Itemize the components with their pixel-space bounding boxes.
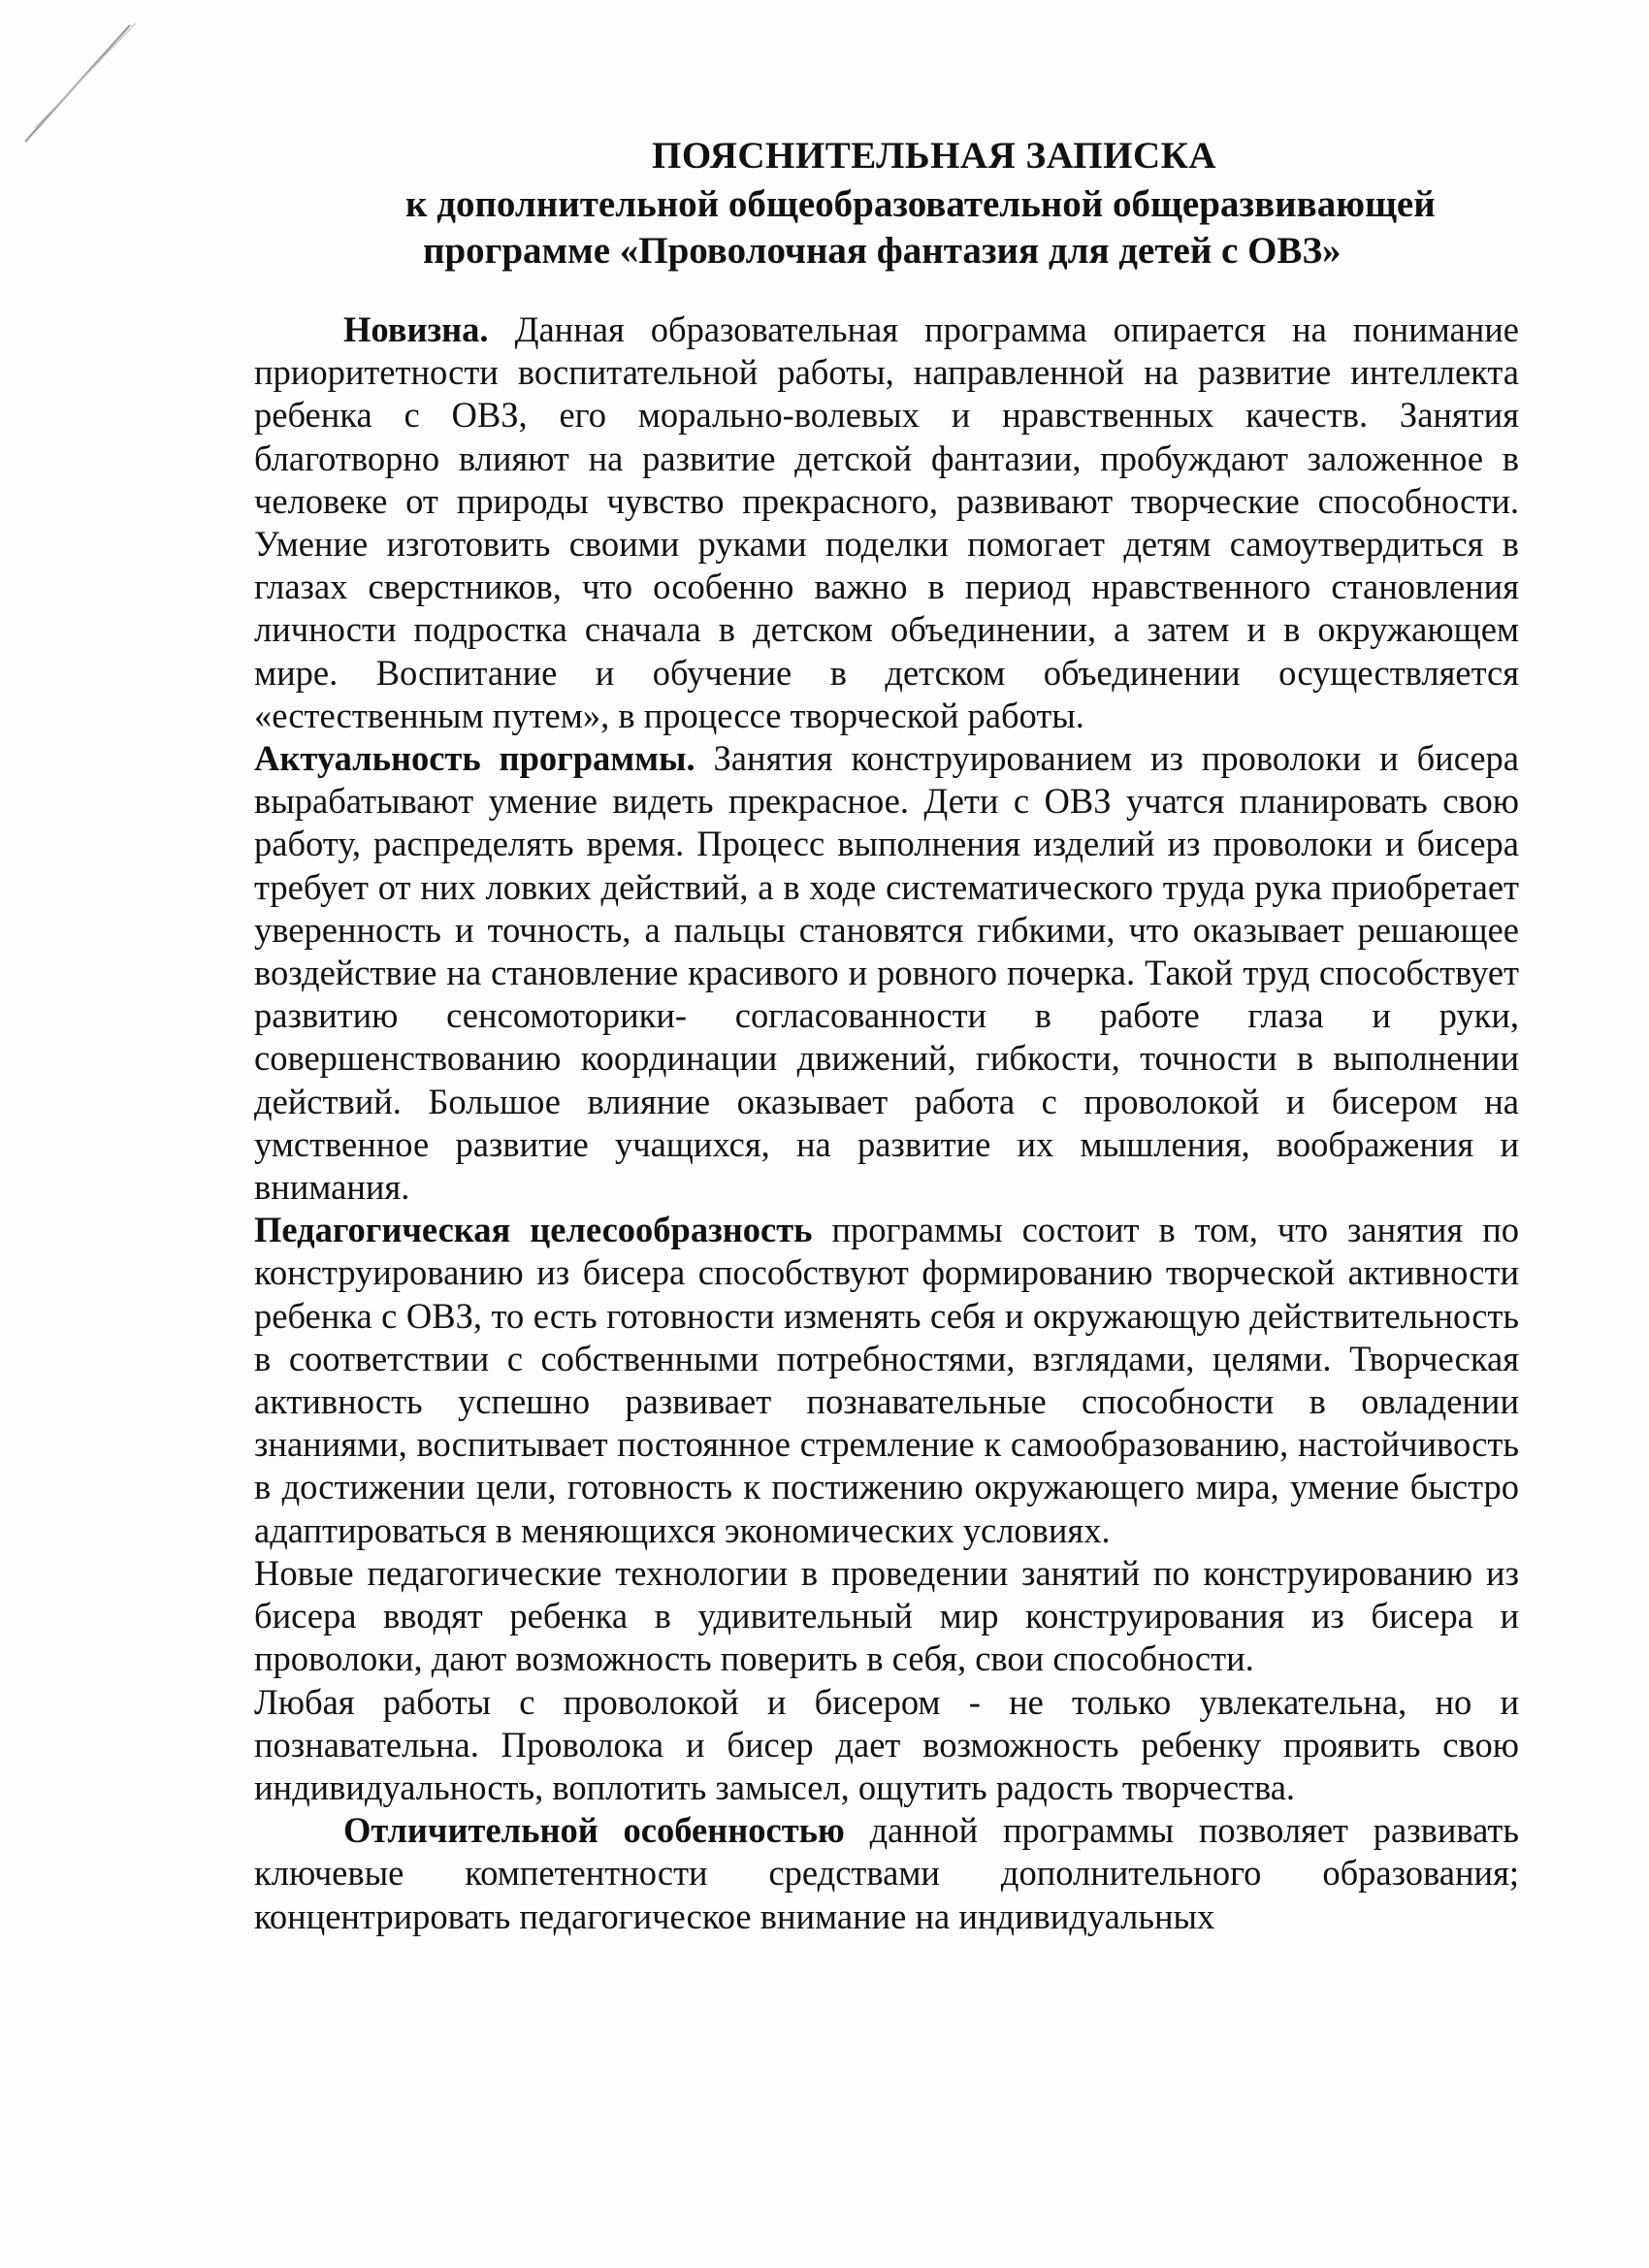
paragraph-expediency: [254, 1209, 1519, 1552]
paragraph-text-distinctive-feature: данной программы позволяет развивать ключевые компетентности средствами дополнительного образования; концентрировать педагогическое внимание на индивидуальных: [254, 1810, 1519, 1936]
paragraph-text-novelty: Данная образовательная программа опирается на понимание приоритетности воспитательной работы, направленной на развитие интеллекта ребенка с ОВЗ, его морально-волевых и нравственных качеств. Занятия благотворно влияют на развитие детской фантазии, пробуждают заложенное в человеке от природы чувство прекрасного, развивают творческие способности. Умение изготовить своими руками поделки помогает детям самоутвердиться в глазах сверстников, что особенно важно в период нравственного становления личности подростка сначала в детском объединении, а затем и в окружающем мире. Воспитание и обучение в детском объединении осуществляется «естественным путем», в процессе творческой работы.: [254, 309, 1519, 735]
document-title: ПОЯСНИТЕЛЬНАЯ ЗАПИСКА: [652, 135, 1217, 177]
paragraph-lead-distinctive-feature: Отличительной особенностью: [343, 1810, 845, 1851]
paragraph-text-expediency: программы состоит в том, что занятия по конструированию из бисера способствуют формированию творческой активности ребенка с ОВЗ, то есть готовности изменять себя и окружающую действительность в соответствии с собственными потребностями, взглядами, целями. Творческая активность успешно развивает познавательные способности в овладении знаниями, воспитывает постоянное стремление к самообразованию, настойчивость в достижении цели, готовность к постижению окружающего мира, умение быстро адаптироваться в меняющихся экономических условиях.: [254, 1210, 1520, 1550]
paragraph-lead-novelty: Новизна.: [343, 309, 489, 349]
paragraph-text-technologies: Новые педагогические технологии в проведении занятий по конструированию из бисера вводят ребенка в удивительный мир конструирования из бисера и проволоки, дают возможность поверить в себя, свои способности.: [254, 1552, 1519, 1679]
paragraph-text-relevance: Занятия конструированием из проволоки и бисера вырабатывают умение видеть прекрасное. Дети с ОВЗ учатся планировать свою работу, распределять время. Процесс выполнения изделий из проволоки и бисера требует от них ловких действий, а в ходе систематического труда рука приобретает уверенность и точность, а пальцы становятся гибкими, что оказывает решающее воздействие на становление красивого и ровного почерка. Такой труд способствует развитию сенсомоторики- согласованности в работе глаза и руки, совершенствованию координации движений, гибкости, точности в выполнении действий. Большое влияние оказывает работа с проволокой и бисером на умственное развитие учащихся, на развитие их мышления, воображения и внимания.: [254, 738, 1519, 1208]
paragraph-wire-work: [254, 1681, 1519, 1810]
scan-edge-mark: [21, 19, 157, 146]
paragraph-distinctive-feature: [254, 1809, 1519, 1938]
paragraph-lead-expediency: Педагогическая целесообразность: [254, 1210, 813, 1250]
paragraph-relevance: [254, 737, 1519, 1209]
document-body: [254, 308, 1519, 1938]
paragraph-lead-relevance: Актуальность программы.: [254, 738, 695, 779]
document-subtitle-line-1: к дополнительной общеобразовательной общеразвивающей: [405, 183, 1436, 225]
document-subtitle-line-2: программе «Проволочная фантазия для детей с ОВЗ»: [423, 230, 1342, 272]
paragraph-novelty: [254, 308, 1519, 737]
paragraph-technologies: [254, 1552, 1519, 1681]
paragraph-text-wire-work: Любая работы с проволокой и бисером - не только увлекательна, но и познавательна. Проволока и бисер дает возможность ребенку проявить свою индивидуальность, воплотить замысел, ощутить радость творчества.: [254, 1681, 1519, 1807]
